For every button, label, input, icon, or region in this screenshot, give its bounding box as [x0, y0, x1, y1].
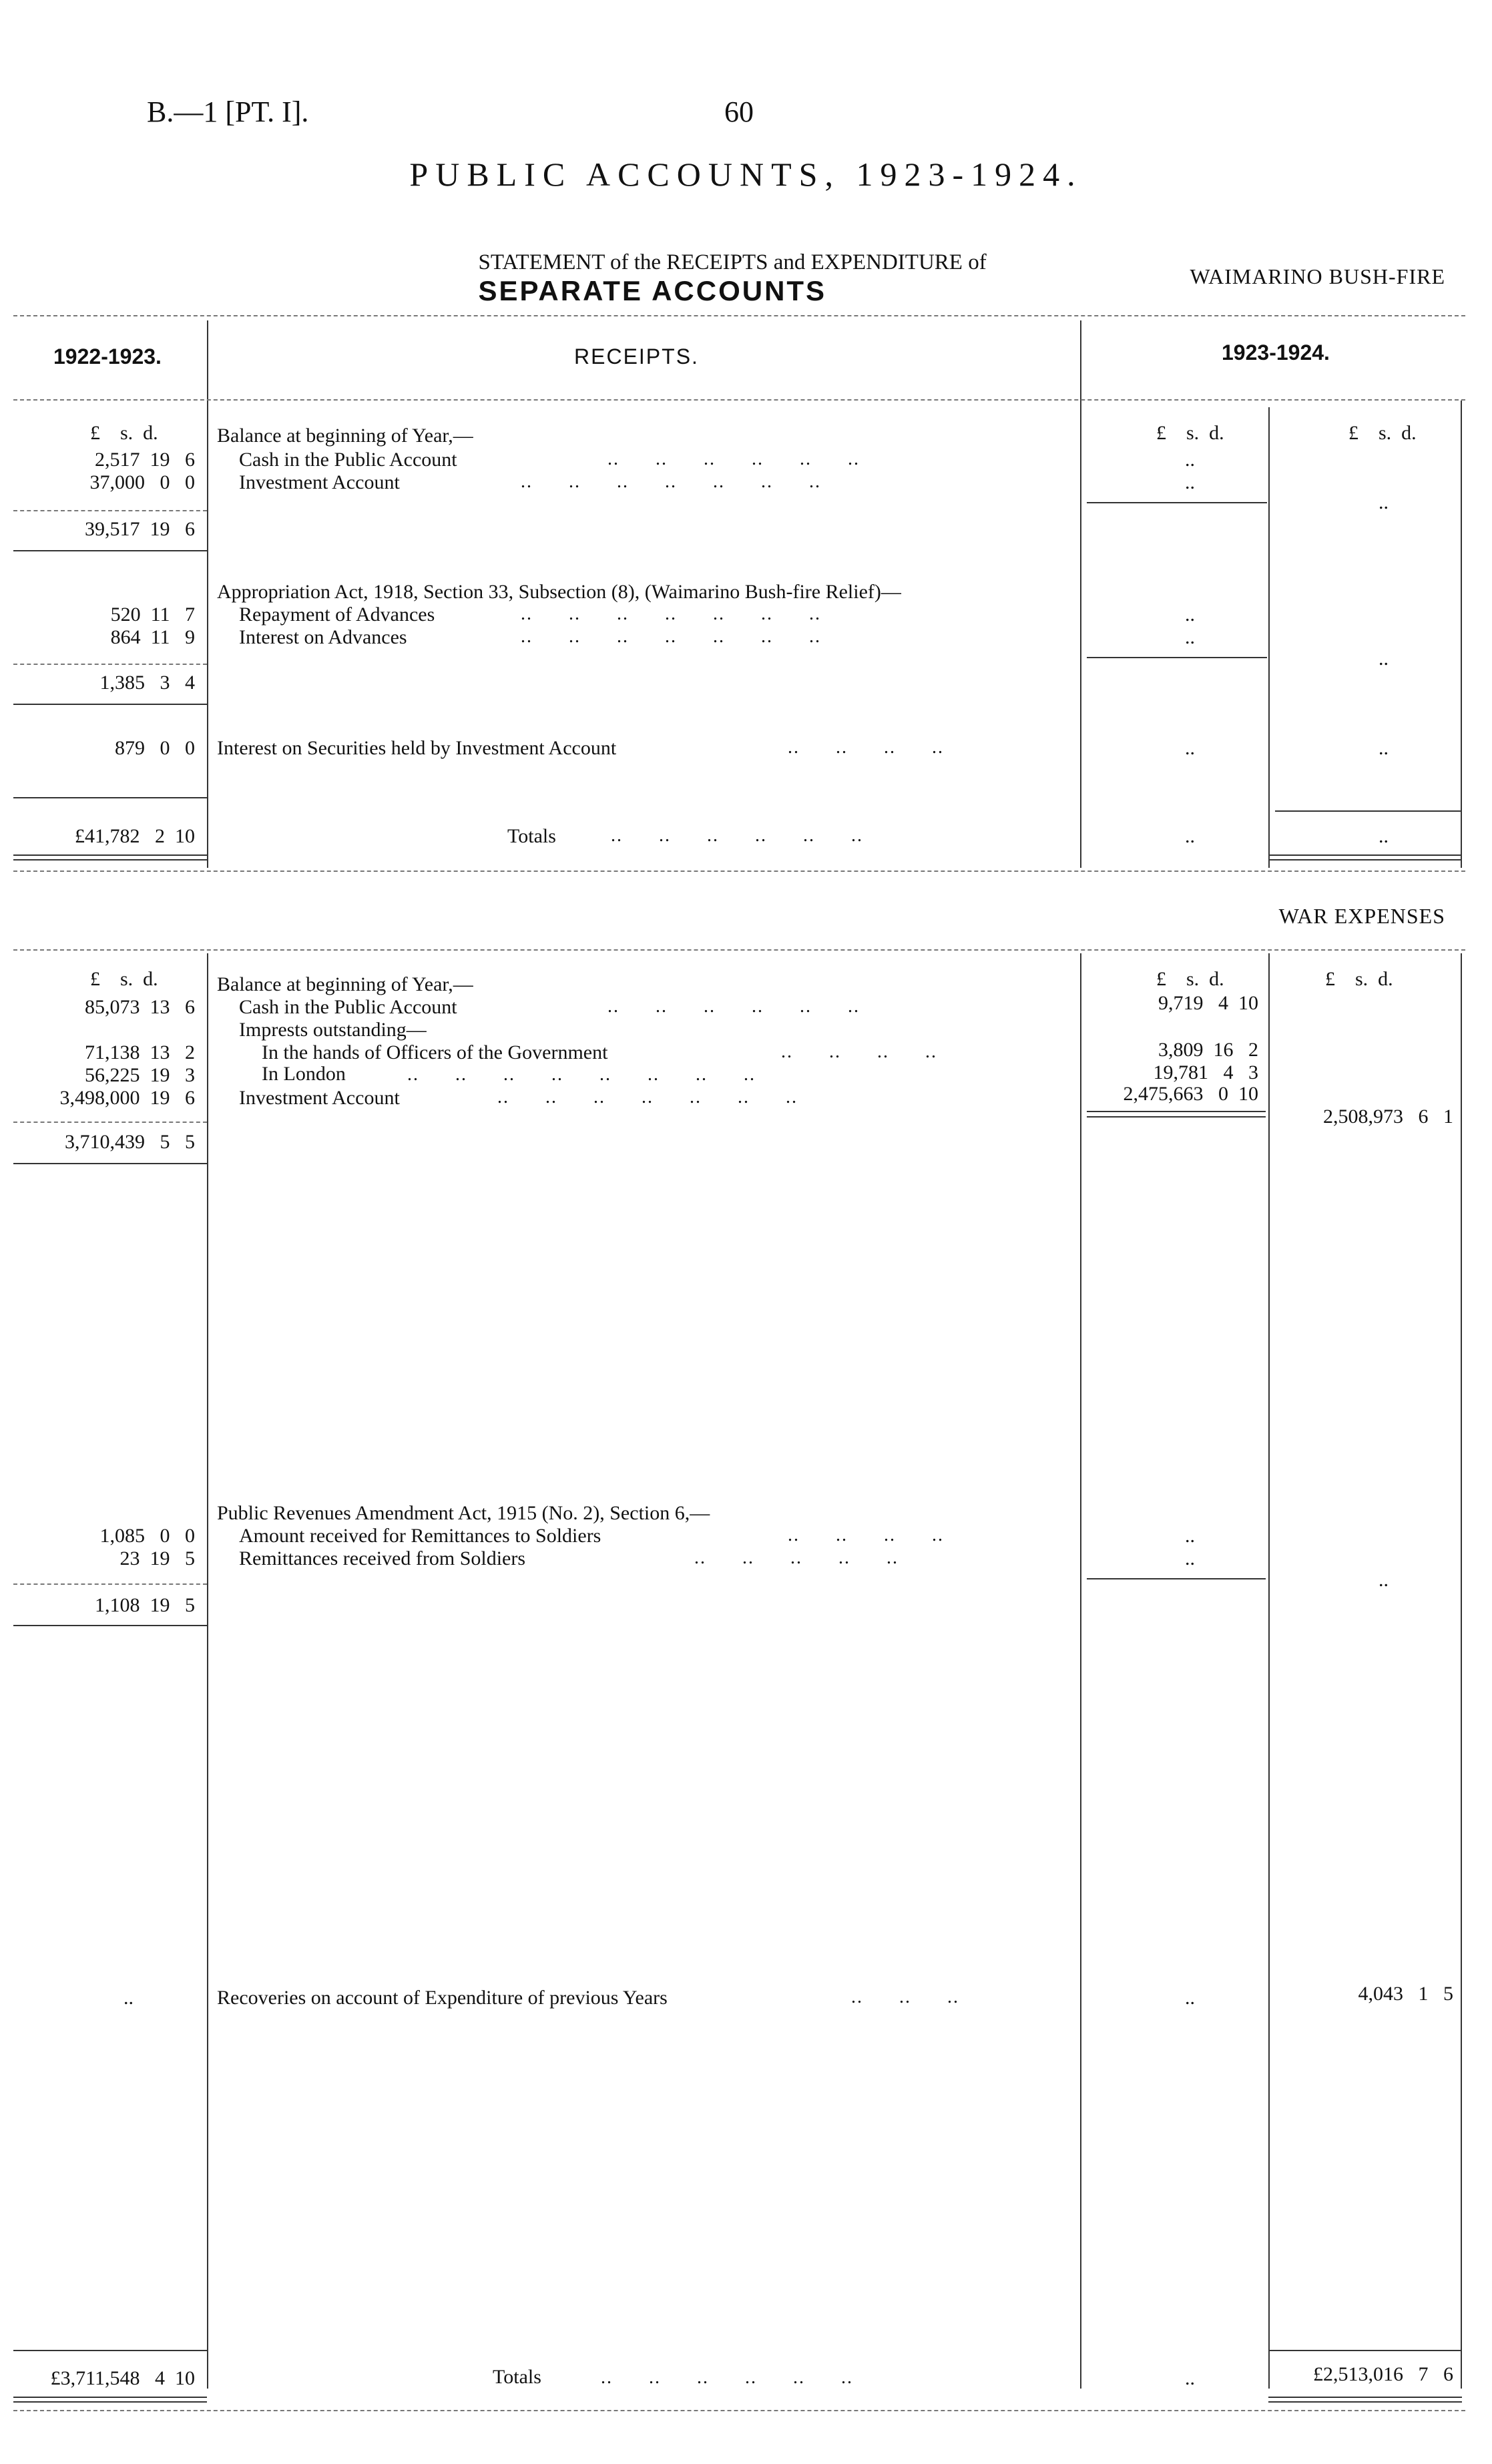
row-prev-value: ..: [123, 1987, 134, 2009]
row-label: Totals: [507, 825, 556, 847]
row-c2-value: ..: [1379, 491, 1389, 513]
subtotal-rule: [1087, 1116, 1266, 1118]
unit-heading-c2: £ s. d.: [1325, 968, 1393, 990]
row-label: Repayment of Advances: [239, 603, 435, 626]
leader-dots: .. .. .. .. .. .. ..: [521, 626, 821, 647]
header-rule: [13, 399, 1465, 401]
row-prev-value: 2,517 19 6: [95, 449, 195, 471]
leader-dots: .. .. ..: [851, 1987, 959, 2007]
leader-dots: .. .. .. .. .. ..: [607, 996, 860, 1017]
leader-dots: .. .. .. .. ..: [694, 1547, 899, 1568]
double-rule: [1268, 2397, 1462, 2398]
row-c2-value: 2,508,973 6 1: [1323, 1105, 1453, 1128]
subtotal-rule: [13, 1583, 207, 1585]
statement-bold: SEPARATE ACCOUNTS: [478, 275, 827, 306]
column-divider: [207, 320, 208, 868]
row-c1-value: ..: [1185, 1547, 1195, 1569]
subtotal-rule: [13, 1625, 207, 1626]
row-label: Balance at beginning of Year,—: [217, 973, 473, 995]
row-prev-value: 864 11 9: [110, 626, 195, 648]
leader-dots: .. .. .. ..: [788, 737, 944, 758]
column-divider: [1461, 401, 1462, 868]
unit-heading-prev: £ s. d.: [90, 422, 158, 444]
row-c1-value: ..: [1185, 2367, 1195, 2389]
leader-dots: .. .. .. ..: [781, 1041, 937, 1062]
row-prev-value: 1,385 3 4: [99, 672, 195, 694]
column-divider: [1080, 953, 1081, 2389]
table-bottom-border: [13, 2410, 1465, 2411]
row-c1-value: 19,781 4 3: [1153, 1061, 1258, 1083]
row-prev-value: 1,085 0 0: [99, 1525, 195, 1547]
row-c1-value: ..: [1185, 1987, 1195, 2009]
unit-heading-c1: £ s. d.: [1156, 422, 1224, 444]
leader-dots: .. .. .. .. .. .. ..: [497, 1087, 798, 1107]
subtotal-rule: [1087, 1578, 1266, 1579]
row-prev-total: £3,711,548 4 10: [50, 2367, 195, 2389]
total-rule: [13, 2350, 207, 2351]
subtotal-rule: [13, 1163, 207, 1164]
subtotal-rule: [13, 704, 207, 705]
row-c1-value: ..: [1185, 603, 1195, 626]
statement-prefix: STATEMENT of the RECEIPTS and EXPENDITURE of: [478, 250, 987, 274]
subtotal-rule: [13, 510, 207, 511]
row-c1-value: 9,719 4 10: [1158, 992, 1258, 1014]
leader-dots: .. .. .. .. .. .. ..: [521, 603, 821, 624]
row-c1-value: ..: [1185, 737, 1195, 759]
row-prev-value: 39,517 19 6: [85, 518, 195, 540]
double-rule: [1268, 2401, 1462, 2403]
row-label: Balance at beginning of Year,—: [217, 425, 473, 447]
row-c2-value: 4,043 1 5: [1358, 1983, 1453, 2005]
row-c1-value: ..: [1185, 825, 1195, 847]
row-prev-value: 37,000 0 0: [89, 471, 195, 493]
row-prev-value: 85,073 13 6: [85, 996, 195, 1018]
row-prev-value: 71,138 13 2: [85, 1041, 195, 1063]
row-label: In London: [262, 1063, 346, 1085]
column-divider: [1080, 320, 1081, 868]
column-divider: [1268, 953, 1270, 2389]
row-label: Imprests outstanding—: [239, 1019, 427, 1041]
total-rule: [13, 797, 207, 798]
unit-heading-c1: £ s. d.: [1156, 968, 1224, 990]
double-rule: [13, 2397, 207, 2398]
row-label: Totals: [493, 2366, 541, 2388]
row-c1-value: 3,809 16 2: [1158, 1039, 1258, 1061]
row-c2-value: ..: [1379, 1569, 1389, 1591]
leader-dots: .. .. .. .. .. .. .. ..: [407, 1064, 756, 1085]
subtotal-rule: [13, 550, 207, 551]
unit-heading-prev: £ s. d.: [90, 968, 158, 990]
row-c2-value: ..: [1379, 825, 1389, 847]
row-prev-value: 23 19 5: [119, 1547, 195, 1569]
subtotal-rule: [1087, 502, 1267, 503]
row-label: Investment Account: [239, 471, 400, 493]
row-c1-value: 2,475,663 0 10: [1123, 1083, 1258, 1105]
header-curr-year: 1923-1924.: [1222, 340, 1330, 364]
report-reference: B.—1 [PT. I].: [147, 95, 309, 128]
row-c1-value: ..: [1185, 626, 1195, 648]
column-divider: [1268, 407, 1270, 868]
row-label: Cash in the Public Account: [239, 449, 457, 471]
section1-subtitle: WAIMARINO BUSH-FIRE: [1190, 264, 1445, 288]
leader-dots: .. .. .. .. .. ..: [611, 825, 863, 846]
leader-dots: .. .. .. .. .. ..: [607, 449, 860, 469]
subtotal-rule: [13, 1122, 207, 1123]
page-number: 60: [724, 95, 754, 128]
row-prev-value: 1,108 19 5: [95, 1594, 195, 1616]
leader-dots: .. .. .. .. .. ..: [601, 2367, 853, 2388]
row-prev-value: 520 11 7: [110, 603, 195, 626]
row-label: Public Revenues Amendment Act, 1915 (No. 2), Section 6,—: [217, 1502, 710, 1524]
subtotal-rule: [1087, 657, 1267, 658]
total-rule: [1275, 810, 1462, 812]
row-c2-total: £2,513,016 7 6: [1313, 2363, 1453, 2385]
row-c2-value: ..: [1379, 737, 1389, 759]
subtotal-rule: [1087, 1111, 1266, 1112]
row-label: Interest on Securities held by Investment Account: [217, 737, 617, 759]
double-rule: [13, 2401, 207, 2403]
table-bottom-border: [13, 871, 1465, 872]
double-rule: [1268, 854, 1462, 856]
row-prev-value: 3,498,000 19 6: [59, 1087, 195, 1109]
double-rule: [13, 859, 207, 860]
row-label: Recoveries on account of Expenditure of previous Years: [217, 1987, 668, 2009]
table-top-border: [13, 315, 1465, 316]
row-prev-value: 56,225 19 3: [85, 1064, 195, 1086]
row-label: Amount received for Remittances to Soldiers: [239, 1525, 601, 1547]
row-label: Appropriation Act, 1918, Section 33, Subsection (8), (Waimarino Bush-fire Relief)—: [217, 581, 901, 603]
row-prev-total: £41,782 2 10: [75, 825, 195, 847]
row-c1-value: ..: [1185, 1525, 1195, 1547]
subtotal-rule: [13, 664, 207, 665]
row-prev-value: 3,710,439 5 5: [65, 1131, 195, 1153]
row-label: Investment Account: [239, 1087, 400, 1109]
row-c2-value: ..: [1379, 648, 1389, 670]
row-prev-value: 879 0 0: [115, 737, 195, 759]
section2-subtitle: WAR EXPENSES: [1278, 904, 1445, 928]
leader-dots: .. .. .. .. .. .. ..: [521, 471, 821, 492]
statement-heading: [467, 226, 987, 307]
row-label: In the hands of Officers of the Government: [262, 1041, 608, 1063]
row-label: Interest on Advances: [239, 626, 407, 648]
row-label: Remittances received from Soldiers: [239, 1547, 526, 1569]
leader-dots: .. .. .. ..: [788, 1525, 944, 1545]
column-divider: [1461, 953, 1462, 2389]
page-title: PUBLIC ACCOUNTS, 1923-1924.: [409, 156, 1083, 193]
double-rule: [13, 854, 207, 856]
unit-heading-c2: £ s. d.: [1348, 422, 1417, 444]
double-rule: [1268, 859, 1462, 860]
header-prev-year: 1922-1923.: [53, 344, 162, 368]
column-divider: [207, 953, 208, 2389]
table-top-border: [13, 949, 1465, 951]
row-c1-value: ..: [1185, 449, 1195, 471]
row-c1-value: ..: [1185, 471, 1195, 493]
total-rule: [1268, 2350, 1462, 2351]
row-label: Cash in the Public Account: [239, 996, 457, 1018]
header-receipts: RECEIPTS.: [574, 344, 699, 368]
